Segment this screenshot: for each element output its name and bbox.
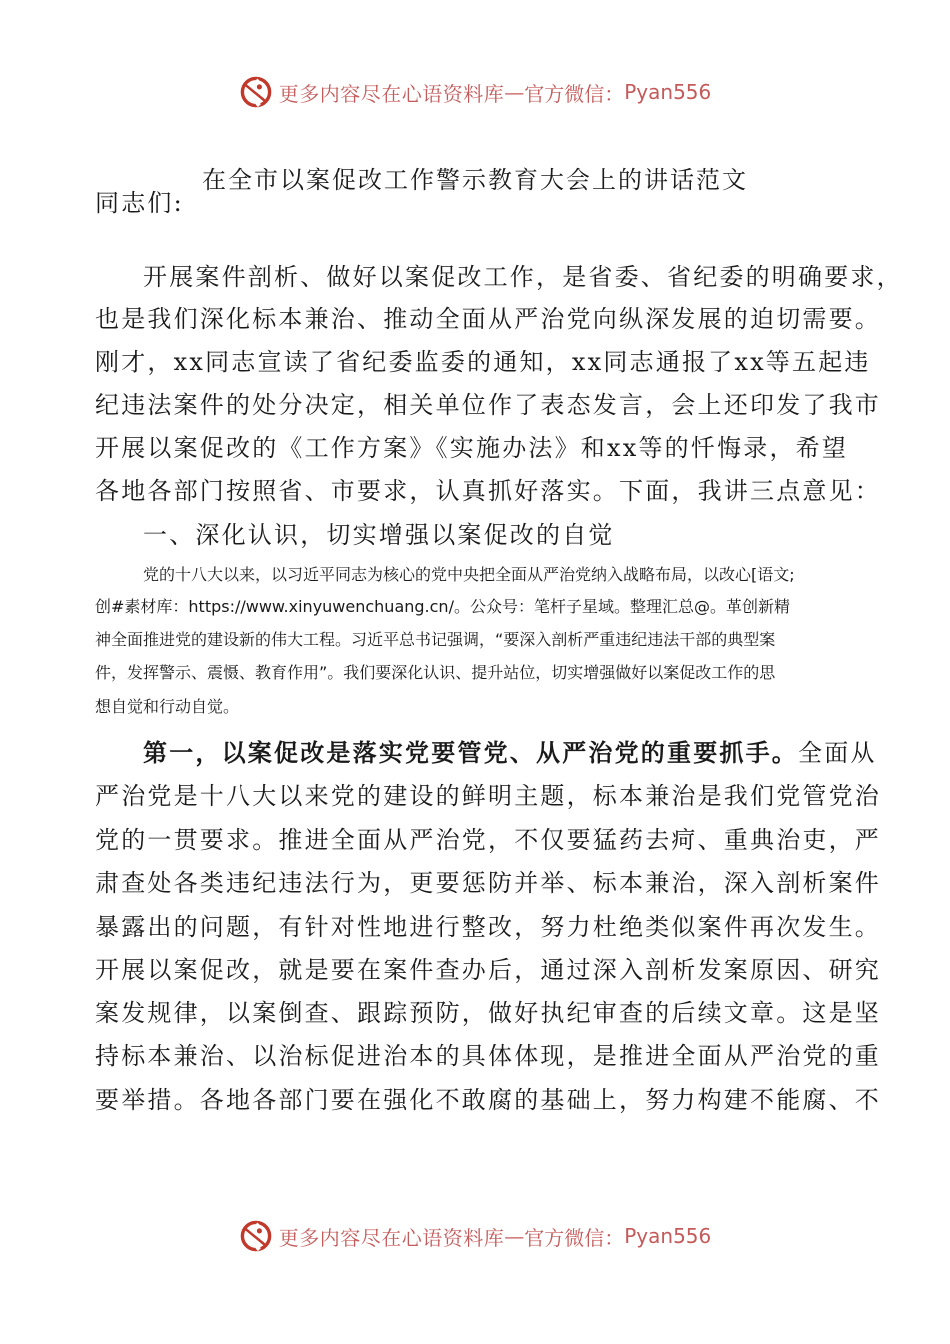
paragraph-line: 各地各部门按照省、市要求，认真抓好落实。下面，我讲三点意见： — [95, 477, 881, 505]
paragraph-line: 党的一贯要求。推进全面从严治党，不仅要猛药去疴、重典治吏，严 — [95, 826, 881, 854]
small-paragraph-line: 党的十八大以来，以习近平同志为核心的党中央把全面从严治党纳入战略布局，以改心[语文; — [143, 565, 795, 584]
paragraph-line: 要举措。各地各部门要在强化不敢腐的基础上，努力构建不能腐、不 — [95, 1086, 881, 1114]
banner-wechat-id: Pyan556 — [624, 1224, 712, 1248]
paragraph-line: 开展以案促改，就是要在案件查办后，通过深入剖析发案原因、研究 — [95, 956, 881, 984]
banner-wechat-id: Pyan556 — [624, 80, 712, 104]
paragraph-line: 也是我们深化标本兼治、推动全面从严治党向纵深发展的迫切需要。 — [95, 305, 881, 333]
banner-wechat-label: 官方微信： — [524, 1225, 625, 1250]
document-title: 在全市以案促改工作警示教育大会上的讲话范文 — [202, 166, 748, 194]
paragraph-line: 案发规律，以案倒查、跟踪预防，做好执纪审查的后续文章。这是坚 — [95, 999, 881, 1027]
footer-banner — [0, 1212, 950, 1260]
point-one-first-line — [143, 738, 877, 768]
banner-slogan: 更多内容尽在心语资料库 — [278, 81, 505, 106]
paragraph-line: 开展以案促改的《工作方案》《实施办法》和xx等的忏悔录，希望 — [95, 434, 849, 462]
banner-separator: — — [504, 1224, 525, 1248]
small-paragraph-line: 件，发挥警示、震慑、教育作用”。我们要深化认识、提升站位，切实增强做好以案促改工作的思 — [95, 663, 776, 682]
header-banner — [0, 68, 950, 116]
paragraph-line: 暴露出的问题，有针对性地进行整改，努力杜绝类似案件再次发生。 — [95, 913, 881, 941]
paragraph-line: 严治党是十八大以来党的建设的鲜明主题，标本兼治是我们党管党治 — [95, 782, 881, 810]
paragraph-line: 开展案件剖析、做好以案促改工作，是省委、省纪委的明确要求， — [143, 263, 903, 291]
salutation: 同志们: — [95, 189, 184, 217]
banner-wechat-label: 官方微信： — [524, 81, 625, 106]
point-one-lead-rest: 全面从 — [798, 739, 877, 767]
paragraph-line: 刚才，xx同志宣读了省纪委监委的通知，xx同志通报了xx等五起违 — [95, 348, 871, 376]
brand-logo-icon — [239, 75, 273, 109]
small-paragraph-line: 想自觉和行动自觉。 — [95, 697, 240, 716]
banner-separator: — — [504, 80, 525, 104]
banner-slogan: 更多内容尽在心语资料库 — [278, 1225, 505, 1250]
brand-logo-icon — [239, 1219, 273, 1253]
point-one-lead: 第一，以案促改是落实党要管党、从严治党的重要抓手。 — [143, 738, 798, 767]
paragraph-line: 纪违法案件的处分决定，相关单位作了表态发言，会上还印发了我市 — [95, 391, 881, 419]
paragraph-line: 肃查处各类违纪违法行为，更要惩防并举、标本兼治，深入剖析案件 — [95, 869, 881, 897]
paragraph-line: 持标本兼治、以治标促进治本的具体体现，是推进全面从严治党的重 — [95, 1042, 881, 1070]
section-heading: 一、深化认识，切实增强以案促改的自觉 — [143, 521, 615, 549]
small-paragraph-line: 神全面推进党的建设新的伟大工程。习近平总书记强调，“要深入剖析严重违纪违法干部的典型案 — [95, 630, 776, 649]
small-paragraph-line: 创#素材库：https://www.xinyuwenchuang.cn/。公众号：笔杆子星域。整理汇总@。革创新精 — [95, 597, 790, 616]
